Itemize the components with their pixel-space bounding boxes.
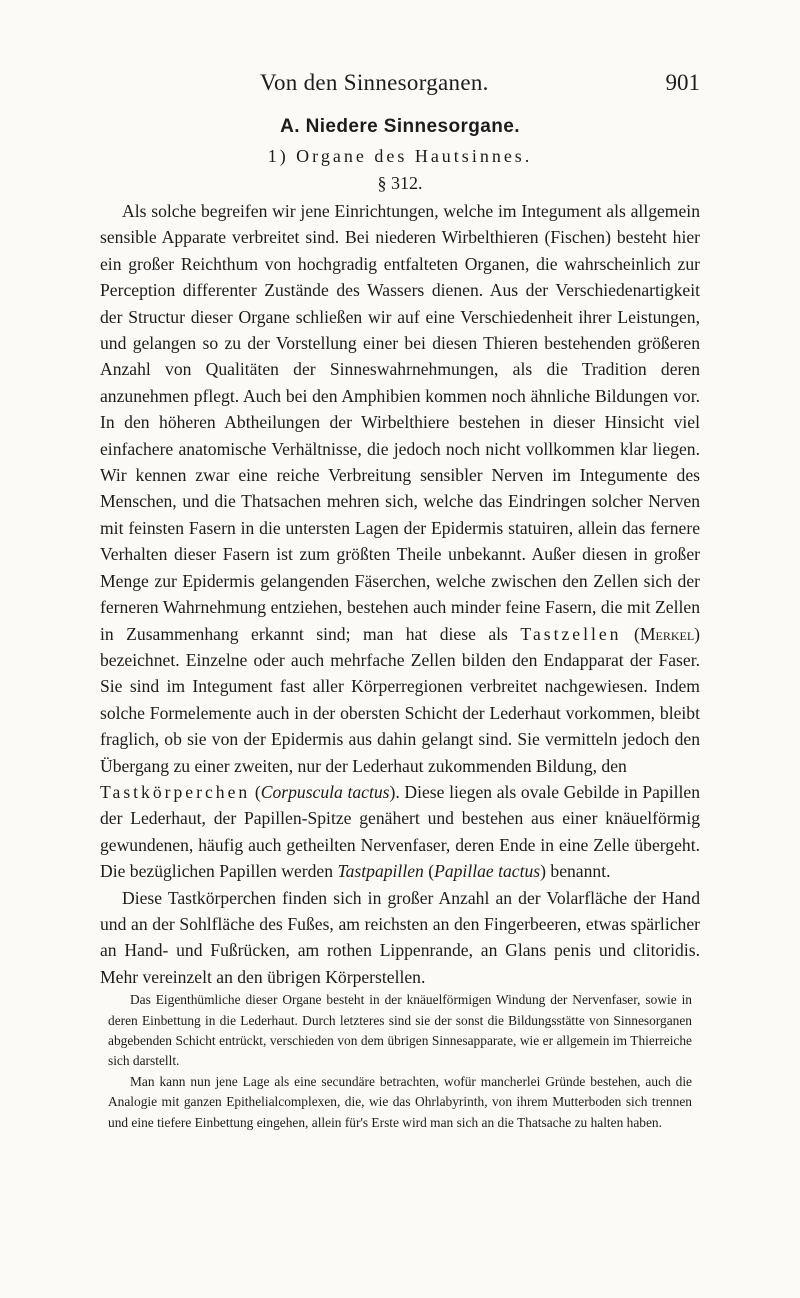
term-tastzellen: Tastzellen bbox=[520, 623, 622, 644]
small-paragraph-2: Man kann nun jene Lage als eine secundäre betrachten, wofür mancherlei Gründe bestehen, auch die Analogie mit ganzen Epithelialcomplexen, die, wie das Ohrlabyrinth, von ihrem Mutterboden sich trennen und eine tiefere Einbettung eingehen, allein für's Erste wird man sich an die Thatsache zu halten haben. bbox=[108, 1073, 692, 1130]
small-paragraph-1: Das Eigenthümliche dieser Organe besteht in der knäuelförmigen Windung der Nervenfaser, sowie in deren Einbettung in die Lederhaut. Durch letzteres sind sie der sonst die Bildungsstätte von Sinnesorganen abgebenden Schicht entrückt, verschieden von dem übrigen Sinnesapparate, wie er allgemein im Thierreiche sich darstellt. bbox=[108, 992, 692, 1069]
paren-open-3: ( bbox=[423, 861, 435, 882]
paragraph-1-continued-2: ). Diese liegen als ovale Gebilde in Papillen der Lederhaut, der Papillen-Spitze genähert und bestehen aus einer knäuelförmig gewundenen, häufig auch getheilten Nervenfaser, deren Ende in eine Zelle übergeht. Die bezüglichen Papillen werden bbox=[100, 781, 700, 882]
page-header bbox=[100, 70, 700, 104]
latin-papillae-tactus: Papillae tactus bbox=[434, 861, 541, 882]
paren-open-2: ( bbox=[250, 781, 261, 802]
latin-corpuscula-tactus: Corpuscula tactus bbox=[260, 781, 390, 802]
page-number: 901 bbox=[665, 70, 700, 95]
paragraph-number: § 312. bbox=[377, 173, 423, 193]
subsection-title: 1) Organe des Hautsinnes. bbox=[267, 146, 533, 166]
paragraph-2: Diese Tastkörperchen finden sich in großer Anzahl an der Volarfläche der Hand und an der Sohlfläche des Fußes, am reichsten an den Fingerbeeren, etwas spärlicher an Hand- und Fußrücken, am rothen Lippenrande, an Glans penis und clitoridis. Mehr vereinzelt an den übrigen Körperstellen. bbox=[100, 887, 700, 987]
running-head: Von den Sinnesorganen. bbox=[260, 70, 489, 95]
paren-open: ( bbox=[621, 623, 640, 644]
paragraph-1-end: ) benannt. bbox=[540, 861, 611, 882]
term-tastpapillen: Tastpapillen bbox=[337, 861, 424, 882]
section-title: A. Niedere Sinnesorgane. bbox=[280, 116, 520, 137]
paragraph-1 bbox=[100, 198, 700, 885]
author-merkel: Merkel bbox=[639, 623, 695, 644]
paragraph-1-text: Als solche begreifen wir jene Einrichtungen, welche im Integument als allgemein sensible Apparate verbreitet sind. Bei niederen Wirbelthieren (Fischen) besteht hier ein großer Reichthum von hochgradig entfalteten Organen, die wahrscheinlich zur Perception differenter Zustände des Wassers dienen. Aus der Verschiedenartigkeit der Structur dieser Organe schließen wir auf eine Verschiedenheit ihrer Leistungen, und gelangen so zu der Vorstellung einer bei diesen Thieren bestehenden größeren Anzahl von Qualitäten der Sinneswahrnehmungen, als die Tradition deren anzunehmen pflegt. Auch bei den Amphibien kommen noch ähnliche Bildungen vor. In den höheren Abtheilungen der Wirbelthiere bestehen in dieser Hinsicht viel einfachere anatomische Verhältnisse, die jedoch noch nicht vollkommen klar liegen. Wir kennen zwar eine reiche Verbreitung sensibler Nerven im Integumente des Menschen, und die Thatsachen mehren sich, welche das Eindringen solcher Nerven mit feinsten Fasern in die untersten Lagen der Epidermis statuiren, allein das fernere Verhalten dieser Fasern ist zum größten Theile unbekannt. Außer diesen in großer Menge zur Epidermis gelangenden Fäserchen, welche zwischen den Zellen sich der ferneren Wahrnehmung entziehen, bestehen auch minder feine Fasern, die mit Zellen in Zusammenhang erkannt sind; man hat diese als bbox=[100, 201, 700, 644]
paragraph-1-continued: ) bezeichnet. Einzelne oder auch mehrfache Zellen bilden den Endapparat der Faser. Sie sind im Integument fast aller Körperregionen verbreitet nachgewiesen. Indem solche Formelemente auch in der obersten Schicht der Lederhaut vorkommen, bleibt fraglich, ob sie von der Epidermis aus dahin gelangt sind. Sie vermitteln jedoch den Übergang zu einer zweiten, nur der Lederhaut zukommenden Bildung, den bbox=[100, 623, 701, 776]
term-tastkoerperchen: Tastkörperchen bbox=[100, 781, 251, 802]
